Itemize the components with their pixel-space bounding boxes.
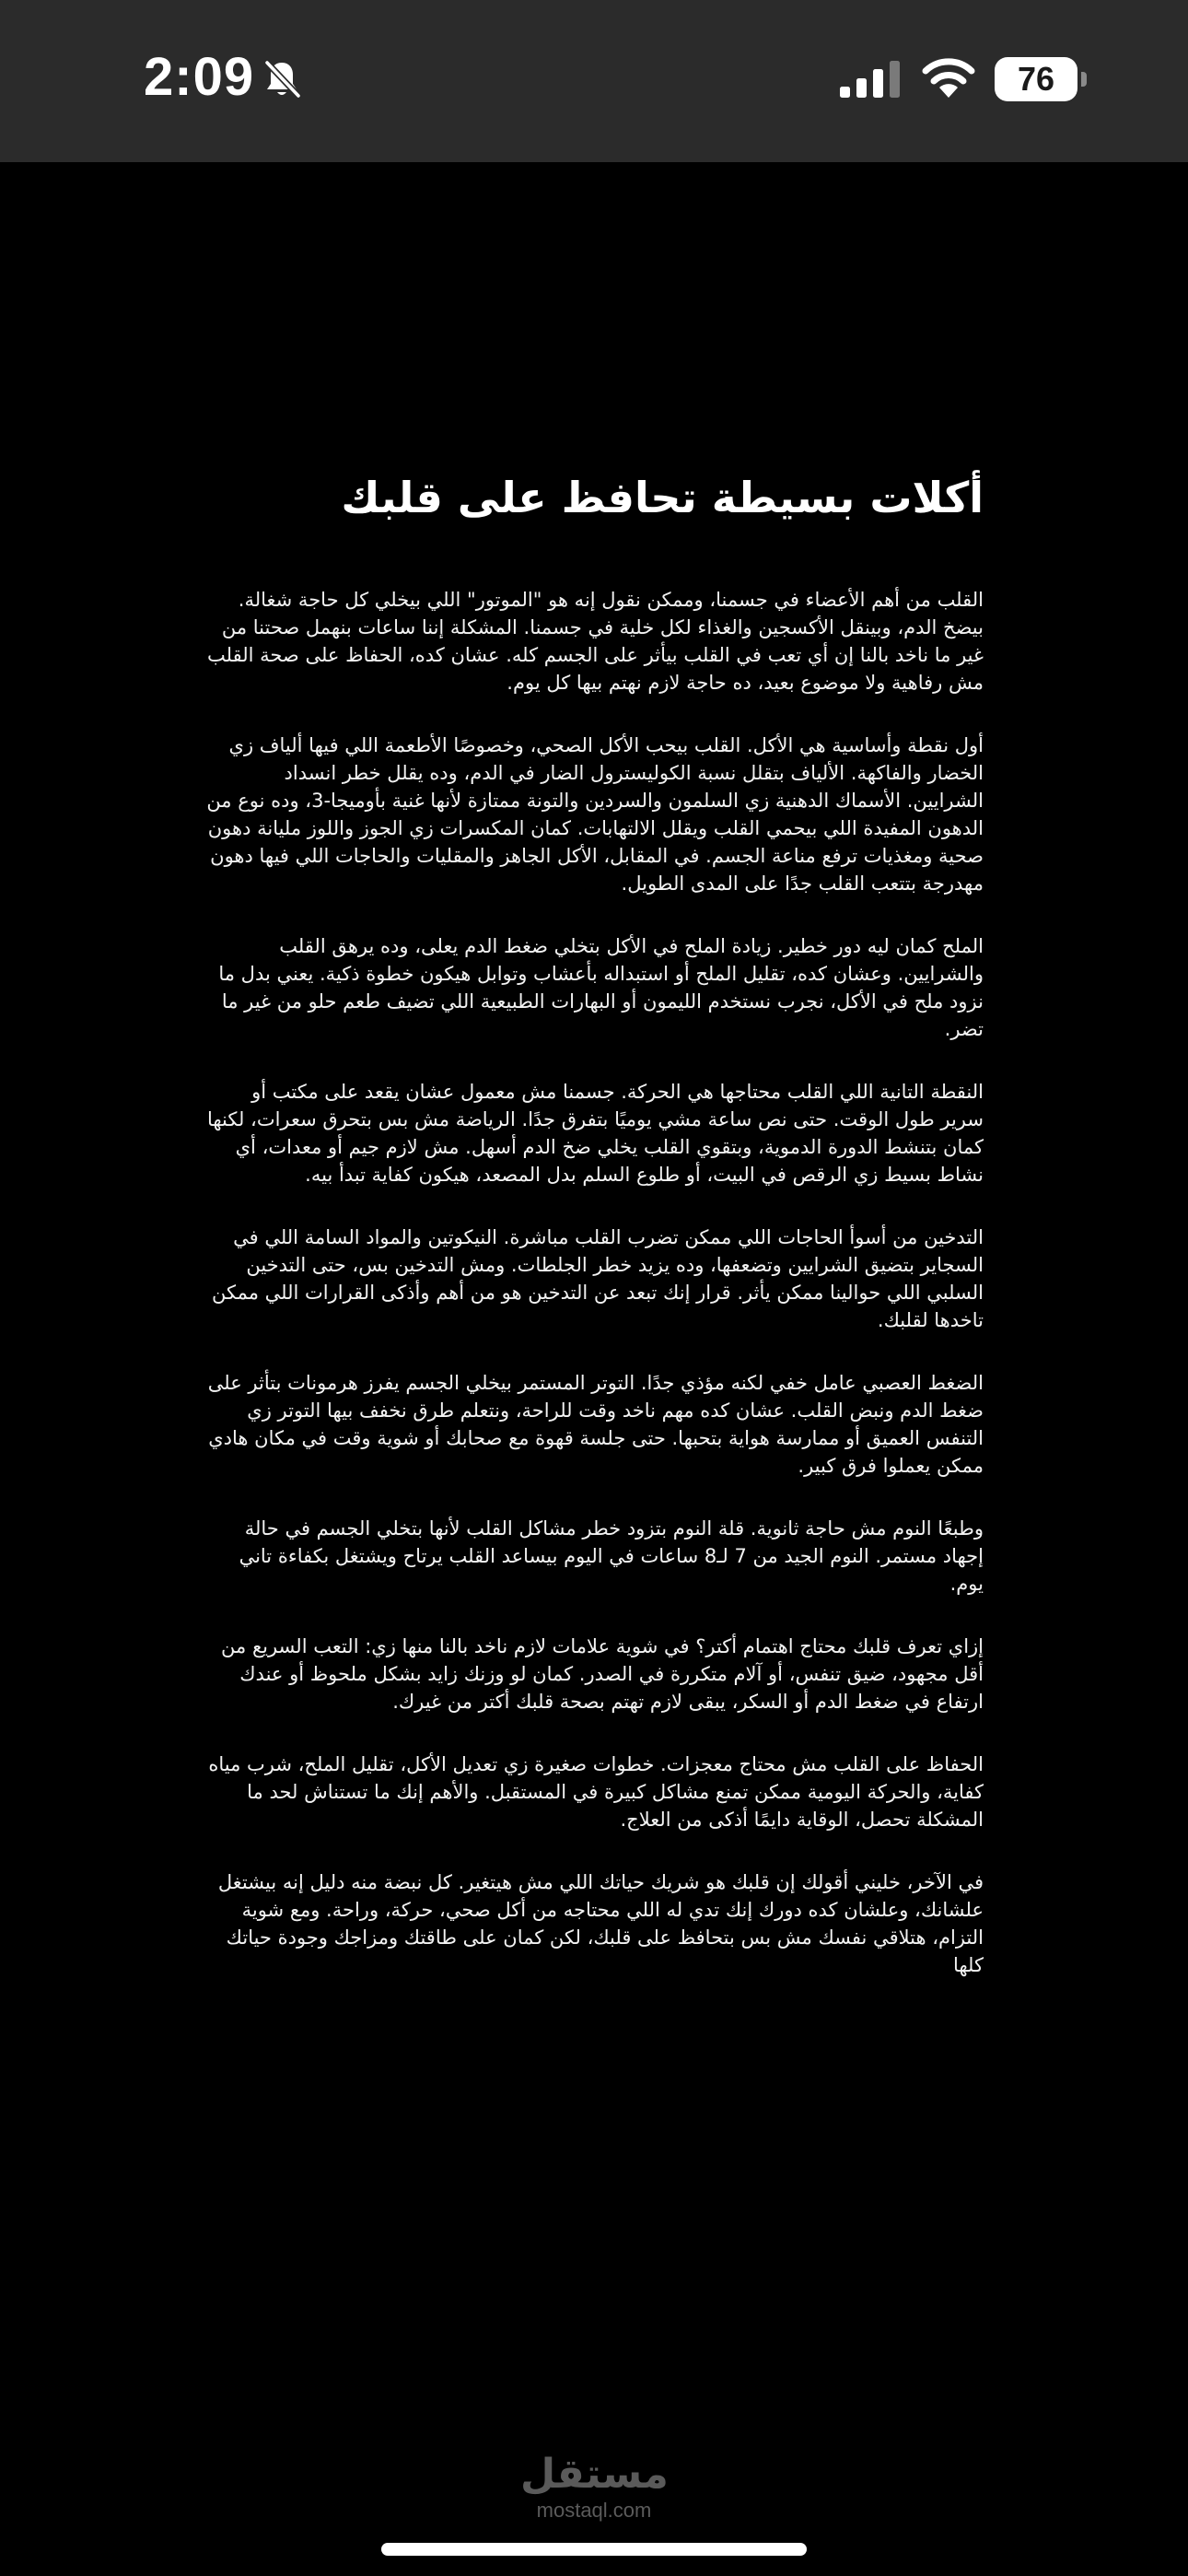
home-indicator[interactable]: [381, 2543, 807, 2556]
article: [204, 461, 984, 2014]
watermark-arabic: مستقل: [520, 2451, 669, 2498]
article-paragraph: الضغط العصبي عامل خفي لكنه مؤذي جدًا. التوتر المستمر بيخلي الجسم يفرز هرمونات بتأثر على ضغط الدم ونبض القلب. عشان كده مهم ناخد وقت للراحة، ونتعلم طرق نخفف بيها التوتر زي التنفس العميق أو ممارسة هواية بتحبها. حتى جلسة قهوة مع صحابك أو شوية وقت في مكان هادي ممكن يعملوا فرق كبير.: [207, 1372, 984, 1477]
battery-level: 76: [1017, 60, 1055, 98]
article-paragraph: التدخين من أسوأ الحاجات اللي ممكن تضرب القلب مباشرة. النيكوتين والمواد السامة اللي في السجاير بتضيق الشرايين وتضعفها، وده يزيد خطر الجلطات. ومش التدخين بس، حتى التدخين السلبي اللي حوالينا ممكن يأثر. قرار إنك تبعد عن التدخين هو من أهم وأذكى القرارات اللي ممكن تاخدها لقلبك.: [212, 1226, 984, 1331]
article-paragraph: النقطة التانية اللي القلب محتاجها هي الحركة. جسمنا مش معمول عشان يقعد على مكتب أو سرير طول الوقت. حتى نص ساعة مشي يوميًا بتفرق جدًا. الرياضة مش بس بتحرق سعرات، لكنها كمان بتنشط الدورة الدموية، وبتقوي القلب يخلي ضخ الدم أسهل. مش لازم جيم أو معدات، أي نشاط بسيط زي الرقص في البيت، أو طلوع السلم بدل المصعد، هيكون كفاية تبدأ بيه.: [206, 1081, 984, 1186]
battery-cap: [1081, 72, 1087, 87]
article-paragraph: أول نقطة وأساسية هي الأكل. القلب بيحب الأكل الصحي، وخصوصًا الأطعمة اللي فيها ألياف زي الخضار والفاكهة. الألياف بتقلل نسبة الكوليسترول الضار في الدم، وده يقلل خطر انسداد الشرايين. الأسماك الدهنية زي السلمون والسردين والتونة ممتازة لأنها غنية بأوميجا-3، وده نوع من الدهون المفيدة اللي بيحمي القلب ويقلل الالتهابات. كمان المكسرات زي الجوز واللوز مليانة دهون صحية ومغذيات ترفع مناعة الجسم. في المقابل، الأكل الجاهز والمقليات والحاجات اللي فيها دهون مهدرجة بتتعب القلب جدًا على المدى الطويل.: [206, 734, 984, 895]
article-paragraph: إزاي تعرف قلبك محتاج اهتمام أكتر؟ في شوية علامات لازم ناخد بالنا منها زي: التعب السريع من أقل مجهود، ضيق تنفس، أو آلام متكررة في الصدر. كمان لو وزنك زايد بشكل ملحوظ أو عندك ارتفاع في ضغط الدم أو السكر، يبقى لازم تهتم بصحة قلبك أكتر من غيرك.: [221, 1635, 984, 1713]
article-title: أكلات بسيطة تحافظ على قلبك: [341, 473, 984, 522]
article-paragraph: الحفاظ على القلب مش محتاج معجزات. خطوات صغيرة زي تعديل الأكل، تقليل الملح، شرب مياه كفاية، والحركة اليومية ممكن تمنع مشاكل كبيرة في المستقبل. والأهم إنك ما تستناش لحد ما المشكلة تحصل، الوقاية دايمًا أذكى من العلاج.: [208, 1753, 984, 1831]
watermark-logo: [520, 2451, 668, 2523]
article-paragraph: في الآخر، خليني أقولك إن قلبك هو شريك حياتك اللي مش هيتغير. كل نبضة منه دليل إنه بيشتغل علشانك، وعلشان كده دورك إنك تدي له اللي محتاجه من أكل صحي، حركة، وراحة. ومع شوية التزام، هتلاقي نفسك مش بس بتحافظ على قلبك، لكن كمان على طاقتك ومزاجك وجودة حياتك كلها: [217, 1871, 984, 1976]
watermark-latin: mostaql.com: [536, 2499, 652, 2522]
status-bar: [0, 0, 1188, 162]
article-paragraph: الملح كمان ليه دور خطير. زيادة الملح في الأكل بتخلي ضغط الدم يعلى، وده يرهق القلب والشرايين. وعشان كده، تقليل الملح أو استبداله بأعشاب وتوابل هيكون خطوة ذكية. يعني بدل ما نزود ملح في الأكل، نجرب نستخدم الليمون أو البهارات الطبيعية اللي تضيف طعم حلو من غير ما تضر.: [218, 935, 984, 1040]
article-paragraph: القلب من أهم الأعضاء في جسمنا، وممكن نقول إنه هو "الموتور" اللي بيخلي كل حاجة شغالة. بيضخ الدم، وبينقل الأكسجين والغذاء لكل خلية في جسمنا. المشكلة إننا ساعات بنهمل صحتنا من غير ما ناخد بالنا إن أي تعب في القلب بيأثر على الجسم كله. عشان كده، الحفاظ على صحة القلب مش رفاهية ولا موضوع بعيد، ده حاجة لازم نهتم بيها كل يوم.: [207, 589, 984, 694]
battery-body: [995, 57, 1077, 101]
cellular-signal-icon: [840, 61, 901, 98]
battery-icon: [995, 57, 1087, 101]
bell-slash-icon: [260, 57, 304, 101]
wifi-icon: [921, 57, 976, 100]
article-paragraph: وطبعًا النوم مش حاجة ثانوية. قلة النوم بتزود خطر مشاكل القلب لأنها بتخلي الجسم في حالة إجهاد مستمر. النوم الجيد من 7 لـ8 ساعات في اليوم بيساعد القلب يرتاح ويشتغل بكفاءة تاني يوم.: [239, 1517, 984, 1595]
status-time: 2:09: [144, 47, 255, 107]
